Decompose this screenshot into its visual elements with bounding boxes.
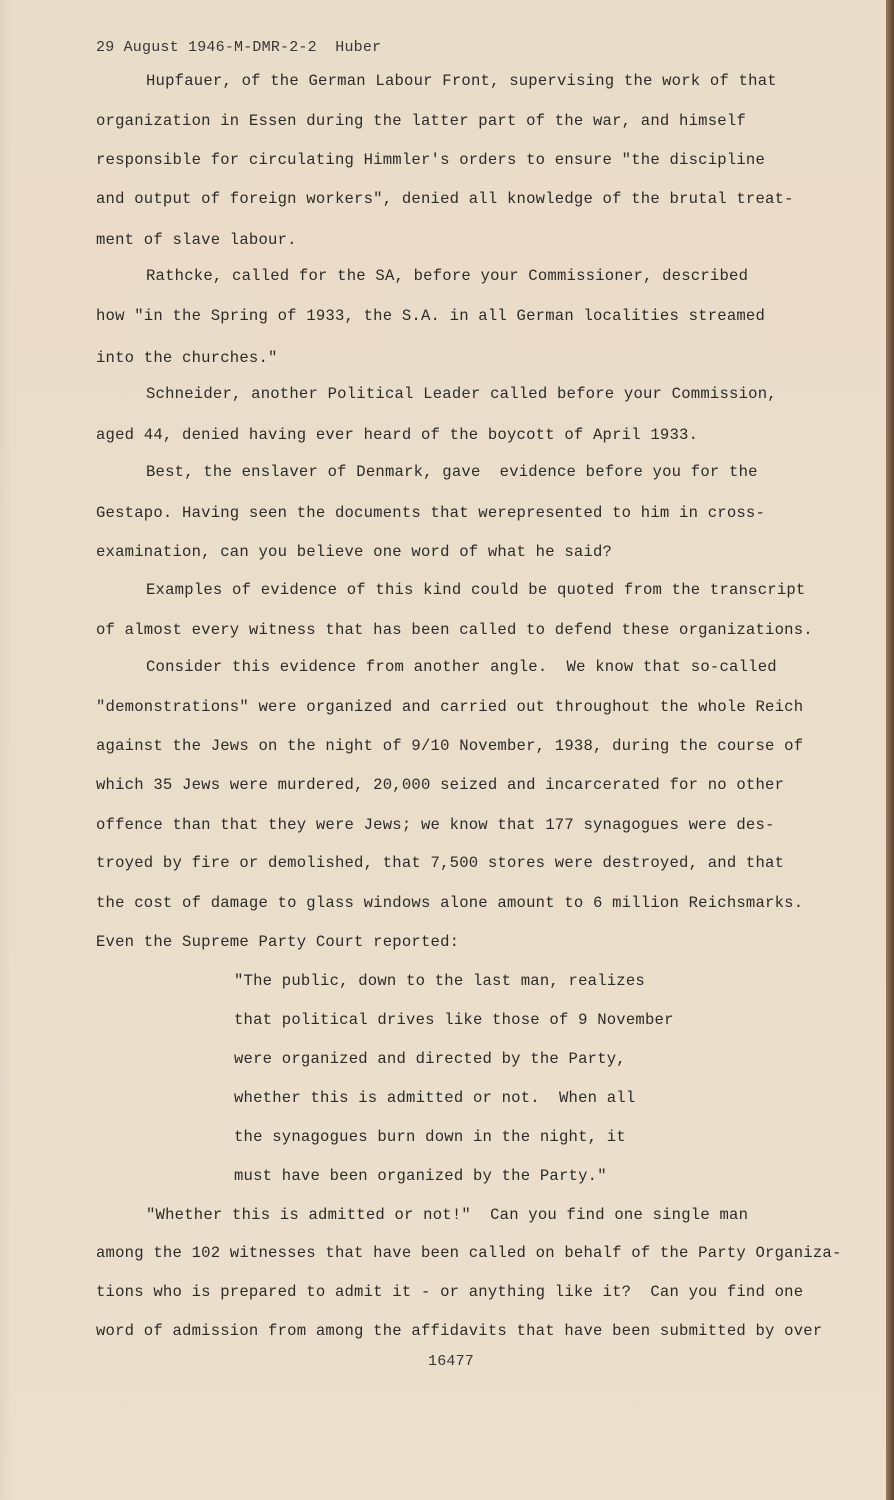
quote-line: "The public, down to the last man, realizes <box>234 972 645 990</box>
text-line: aged 44, denied having ever heard of the boycott of April 1933. <box>96 426 699 444</box>
text-line: word of admission from among the affidavits that have been submitted by over <box>96 1322 823 1340</box>
text-line: Even the Supreme Party Court reported: <box>96 933 460 951</box>
text-line: against the Jews on the night of 9/10 November, 1938, during the course of <box>96 737 804 755</box>
text-line: "Whether this is admitted or not!" Can you find one single man <box>146 1206 749 1224</box>
text-line: Schneider, another Political Leader called before your Commission, <box>146 385 777 403</box>
page-edge <box>886 0 894 1500</box>
page-number: 16477 <box>428 1353 475 1370</box>
text-line: how "in the Spring of 1933, the S.A. in all German localities streamed <box>96 307 766 325</box>
text-line: into the churches." <box>96 349 278 367</box>
quote-line: were organized and directed by the Party, <box>234 1050 626 1068</box>
text-line: Rathcke, called for the SA, before your Commissioner, described <box>146 267 749 285</box>
text-line: among the 102 witnesses that have been called on behalf of the Party Organiza- <box>96 1244 842 1262</box>
text-line: examination, can you believe one word of what he said? <box>96 543 613 561</box>
text-line: ment of slave labour. <box>96 231 297 249</box>
text-line: tions who is prepared to admit it - or anything like it? Can you find one <box>96 1283 804 1301</box>
quote-line: that political drives like those of 9 November <box>234 1011 674 1029</box>
quote-line: must have been organized by the Party." <box>234 1167 607 1185</box>
quote-line: whether this is admitted or not. When all <box>234 1089 636 1107</box>
text-line: Examples of evidence of this kind could be quoted from the transcript <box>146 581 806 599</box>
text-line: of almost every witness that has been called to defend these organizations. <box>96 621 813 639</box>
text-line: offence than that they were Jews; we know that 177 synagogues were des- <box>96 816 775 834</box>
text-line: responsible for circulating Himmler's orders to ensure "the discipline <box>96 151 766 169</box>
quote-line: the synagogues burn down in the night, it <box>234 1128 626 1146</box>
text-line: troyed by fire or demolished, that 7,500 stores were destroyed, and that <box>96 854 785 872</box>
text-line: the cost of damage to glass windows alone amount to 6 million Reichsmarks. <box>96 894 804 912</box>
text-line: which 35 Jews were murdered, 20,000 seized and incarcerated for no other <box>96 776 785 794</box>
text-line: Hupfauer, of the German Labour Front, supervising the work of that <box>146 72 777 90</box>
text-line: Best, the enslaver of Denmark, gave evidence before you for the <box>146 463 758 481</box>
text-line: "demonstrations" were organized and carried out throughout the whole Reich <box>96 698 804 716</box>
text-line: Gestapo. Having seen the documents that werepresented to him in cross- <box>96 504 766 522</box>
text-line: Consider this evidence from another angle. We know that so-called <box>146 658 777 676</box>
text-line: and output of foreign workers", denied all knowledge of the brutal treat- <box>96 190 794 208</box>
text-line: organization in Essen during the latter part of the war, and himself <box>96 112 746 130</box>
page-header: 29 August 1946-M-DMR-2-2 Huber <box>96 39 382 56</box>
